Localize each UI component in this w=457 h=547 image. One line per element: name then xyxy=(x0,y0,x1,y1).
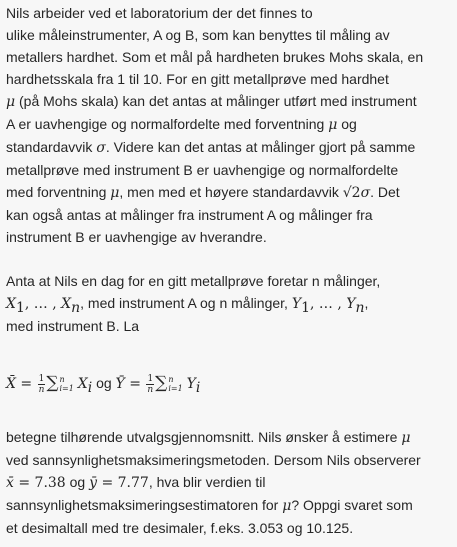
y-symbol: Y xyxy=(186,376,196,392)
text-line: hardhetsskala fra 1 til 10. For en gitt metallprøve med hardhet xyxy=(6,71,389,87)
y-symbol: Y xyxy=(346,296,356,312)
text-line: metallers hardhet. Som et mål på hardheten brukes Mohs skala, en xyxy=(6,49,424,65)
sum-limits: n i=1 xyxy=(168,375,183,394)
subscript-i: i xyxy=(87,379,93,396)
text-line: . Videre kan det antas at målinger gjort på samme xyxy=(105,139,416,155)
text-line: , med instrument A og n målinger, xyxy=(80,295,292,311)
subscript-n: n xyxy=(355,299,365,316)
x-bar-symbol: x̄ xyxy=(6,475,14,491)
text-line: standardavvik xyxy=(6,139,97,155)
sqrt2-symbol: √2 xyxy=(342,185,361,201)
subscript-i: i xyxy=(195,379,201,396)
text-line: kan også antas at målinger fra instrument A og målinger fra xyxy=(6,207,373,223)
x-symbol: X xyxy=(6,296,16,312)
x-bar-symbol: X̄ xyxy=(6,376,16,392)
text-line: ved sannsynlighetsmaksimeringsmetoden. Dersom Nils observerer xyxy=(6,452,421,468)
text-line: et desimaltall med tre desimaler, f.eks. 3.053 og 10.125. xyxy=(6,520,354,536)
y-symbol: Y xyxy=(291,296,302,312)
dots: , … , xyxy=(24,296,62,312)
sum-symbol: ∑ xyxy=(46,373,59,393)
text-line: A er uavhengige og normalfordelte med forventning xyxy=(6,116,329,132)
dots: , … , xyxy=(310,296,347,312)
fraction: $\frac{1}{n}$ xyxy=(38,373,45,395)
text-line: . Det xyxy=(370,184,400,200)
mean-formula xyxy=(6,371,451,396)
og-text: og xyxy=(65,474,90,490)
y-bar-symbol: ȳ xyxy=(89,475,97,491)
mu-symbol: μ xyxy=(6,94,16,110)
sigma-symbol: σ xyxy=(96,140,106,156)
text-line: med forventning xyxy=(6,184,111,200)
og-text: og xyxy=(92,375,116,391)
sum-symbol: ∑ xyxy=(155,373,168,393)
x-symbol: X xyxy=(77,376,88,392)
text-line: sannsynlighetsmaksimeringsestimatoren for xyxy=(6,497,283,513)
fraction: $\frac{1}{n}$ xyxy=(147,373,154,395)
paragraph-question xyxy=(6,426,451,539)
paragraph-measurements: Anta at Nils en dag for en gitt metallprøve foretar n målinger, $X_1$, … , $X_n$, med instrument A og n målinger, $Y_1$, … , $Y_n$, med instrument B. La xyxy=(6,273,381,334)
text-line: (på Mohs skala) kan det antas at målinger utført med instrument xyxy=(15,93,417,109)
x-value: = 7.38 xyxy=(13,475,66,491)
mu-symbol: μ xyxy=(282,498,292,514)
equals: = xyxy=(15,376,37,392)
paragraph-setup xyxy=(6,2,451,248)
mu-symbol: μ xyxy=(110,185,120,201)
sigma-symbol: σ xyxy=(360,185,371,201)
y-value: = 7.77 xyxy=(97,475,149,491)
text-line: og xyxy=(337,116,357,132)
text-line: , men med et høyere standardavvik xyxy=(119,184,343,200)
mu-symbol: μ xyxy=(401,430,411,446)
text-line: Anta at Nils en dag for en gitt metallprøve foretar n målinger, xyxy=(6,273,381,289)
text-line: Nils arbeider ved et laboratorium der det finnes to xyxy=(6,5,313,21)
sum-limits: n i=1 xyxy=(59,375,74,394)
text-line: med instrument B. La xyxy=(6,318,140,334)
y-bar-symbol: Ȳ xyxy=(115,376,125,392)
subscript-n: n xyxy=(71,299,81,316)
text-line: ulike måleinstrumenter, A og B, som kan benyttes til måling av xyxy=(6,27,390,43)
mu-symbol: μ xyxy=(328,117,338,133)
text-line: instrument B er uavhengige av hverandre. xyxy=(6,229,267,245)
x-symbol: X xyxy=(61,296,72,312)
text-line: , hva blir verdien til xyxy=(148,474,266,490)
text-line: betegne tilhørende utvalgsgjennomsnitt. Nils ønsker å estimere xyxy=(6,429,402,445)
text-line: metallprøve med instrument B er uavhengige og normalfordelte xyxy=(6,162,399,178)
equals: = xyxy=(124,376,146,392)
text-line: ? Oppgi svaret som xyxy=(291,497,413,513)
